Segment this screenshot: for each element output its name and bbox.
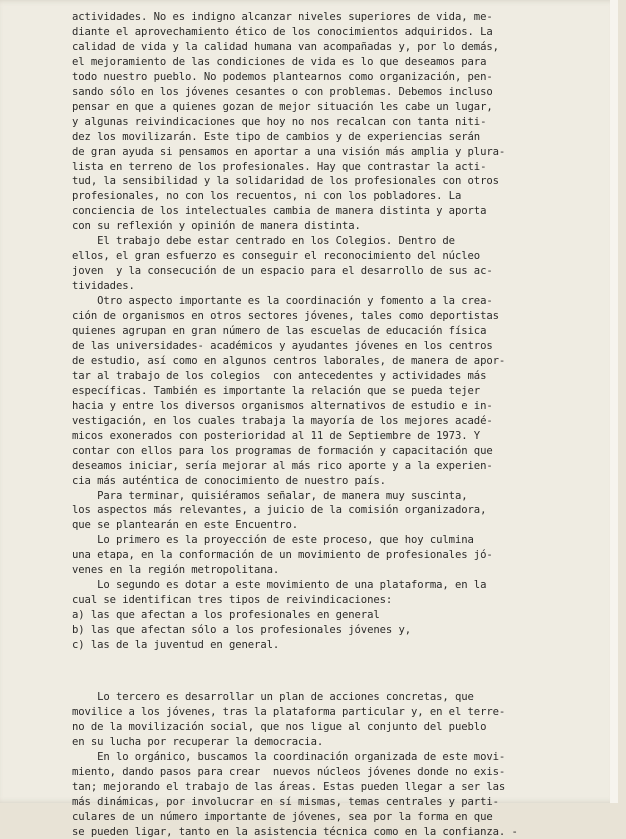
page-edge <box>610 0 618 803</box>
list-item: a) las que afectan a los profesionales en general <box>72 608 572 623</box>
text-line: El trabajo debe estar centrado en los Colegios. Dentro de <box>72 234 572 249</box>
text-line: calidad de vida y la calidad humana van acompañadas y, por lo demás, <box>72 40 572 55</box>
list-item: b) las que afectan sólo a los profesionales jóvenes y, <box>72 623 572 638</box>
text-line: sando sólo en los jóvenes cesantes o con problemas. Debemos incluso <box>72 85 572 100</box>
text-line: En lo orgánico, buscamos la coordinación organizada de este movi- <box>72 750 572 765</box>
text-line: quienes agrupan en gran número de las escuelas de educación física <box>72 324 572 339</box>
text-line: con su reflexión y opinión de manera distinta. <box>72 219 572 234</box>
text-line: ción de organismos en otros sectores jóvenes, tales como deportistas <box>72 309 572 324</box>
paragraph <box>72 234 572 294</box>
text-line: una etapa, en la conformación de un movimiento de profesionales jó- <box>72 548 572 563</box>
text-line: deseamos iniciar, sería mejorar al más rico aporte y a la experien- <box>72 459 572 474</box>
text-line: Lo primero es la proyección de este proceso, que hoy culmina <box>72 533 572 548</box>
text-line: micos exonerados con posterioridad al 11 de Septiembre de 1973. Y <box>72 429 572 444</box>
text-line: lista en terreno de los profesionales. Hay que contrastar la acti- <box>72 160 572 175</box>
text-line: los aspectos más relevantes, a juicio de la comisión organizadora, <box>72 503 572 518</box>
text-line: Lo segundo es dotar a este movimiento de una plataforma, en la <box>72 578 572 593</box>
paragraph <box>72 578 572 653</box>
text-line: vestigación, en los cuales trabaja la mayoría de los mejores acadé- <box>72 414 572 429</box>
text-line: Otro aspecto importante es la coordinación y fomento a la crea- <box>72 294 572 309</box>
paragraph <box>72 690 572 750</box>
text-line: no de la movilización social, que nos ligue al conjunto del pueblo <box>72 720 572 735</box>
text-line: culares de un número importante de jóvenes, sea por la forma en que <box>72 810 572 825</box>
text-line: actividades. No es indigno alcanzar niveles superiores de vida, me- <box>72 10 572 25</box>
document-body <box>72 10 572 839</box>
text-line: de las universidades- académicos y ayudantes jóvenes en los centros <box>72 339 572 354</box>
text-line: específicas. También es importante la relación que se pueda tejer <box>72 384 572 399</box>
text-line: movilice a los jóvenes, tras la plataforma particular y, en el terre- <box>72 705 572 720</box>
text-line: venes en la región metropolitana. <box>72 563 572 578</box>
paragraph <box>72 750 572 839</box>
text-line: en su lucha por recuperar la democracia. <box>72 735 572 750</box>
paragraph <box>72 10 572 234</box>
text-line: diante el aprovechamiento ético de los conocimientos adquiridos. La <box>72 25 572 40</box>
text-line: todo nuestro pueblo. No podemos plantearnos como organización, pen- <box>72 70 572 85</box>
text-line: miento, dando pasos para crear nuevos núcleos jóvenes donde no exis- <box>72 765 572 780</box>
paragraph <box>72 489 572 534</box>
text-line: Para terminar, quisiéramos señalar, de manera muy suscinta, <box>72 489 572 504</box>
text-line: cual se identifican tres tipos de reivindicaciones: <box>72 593 572 608</box>
paragraph <box>72 294 572 488</box>
list-item: c) las de la juventud en general. <box>72 638 572 653</box>
text-line: hacia y entre los diversos organismos alternativos de estudio e in- <box>72 399 572 414</box>
section-gap <box>72 653 572 675</box>
text-line: tar al trabajo de los colegios con antecedentes y actividades más <box>72 369 572 384</box>
text-line: el mejoramiento de las condiciones de vida es lo que deseamos para <box>72 55 572 70</box>
text-line: tividades. <box>72 279 572 294</box>
text-line: tan; mejorando el trabajo de las áreas. Estas pueden llegar a ser las <box>72 780 572 795</box>
text-line: conciencia de los intelectuales cambia de manera distinta y aporta <box>72 204 572 219</box>
text-line: más dinámicas, por involucrar en sí mismas, temas centrales y parti- <box>72 795 572 810</box>
text-line: contar con ellos para los programas de formación y capacitación que <box>72 444 572 459</box>
text-line: que se plantearán en este Encuentro. <box>72 518 572 533</box>
text-line: se pueden ligar, tanto en la asistencia técnica como en la confianza. - <box>72 825 572 839</box>
text-line: pensar en que a quienes gozan de mejor situación les cabe un lugar, <box>72 100 572 115</box>
text-line: tud, la sensibilidad y la solidaridad de los profesionales con otros <box>72 174 572 189</box>
text-line: Lo tercero es desarrollar un plan de acciones concretas, que <box>72 690 572 705</box>
text-line: ellos, el gran esfuerzo es conseguir el reconocimiento del núcleo <box>72 249 572 264</box>
text-line: y algunas reivindicaciones que hoy no nos recalcan con tanta niti- <box>72 115 572 130</box>
text-line: de gran ayuda si pensamos en aportar a una visión más amplia y plura- <box>72 145 572 160</box>
text-line: de estudio, así como en algunos centros laborales, de manera de apor- <box>72 354 572 369</box>
text-line: dez los movilizarán. Este tipo de cambios y de experiencias serán <box>72 130 572 145</box>
text-line: joven y la consecución de un espacio para el desarrollo de sus ac- <box>72 264 572 279</box>
text-line: profesionales, no con los recuentos, ni con los pobladores. La <box>72 189 572 204</box>
text-line: cia más auténtica de conocimiento de nuestro país. <box>72 474 572 489</box>
section-gap <box>72 675 572 690</box>
paragraph <box>72 533 572 578</box>
